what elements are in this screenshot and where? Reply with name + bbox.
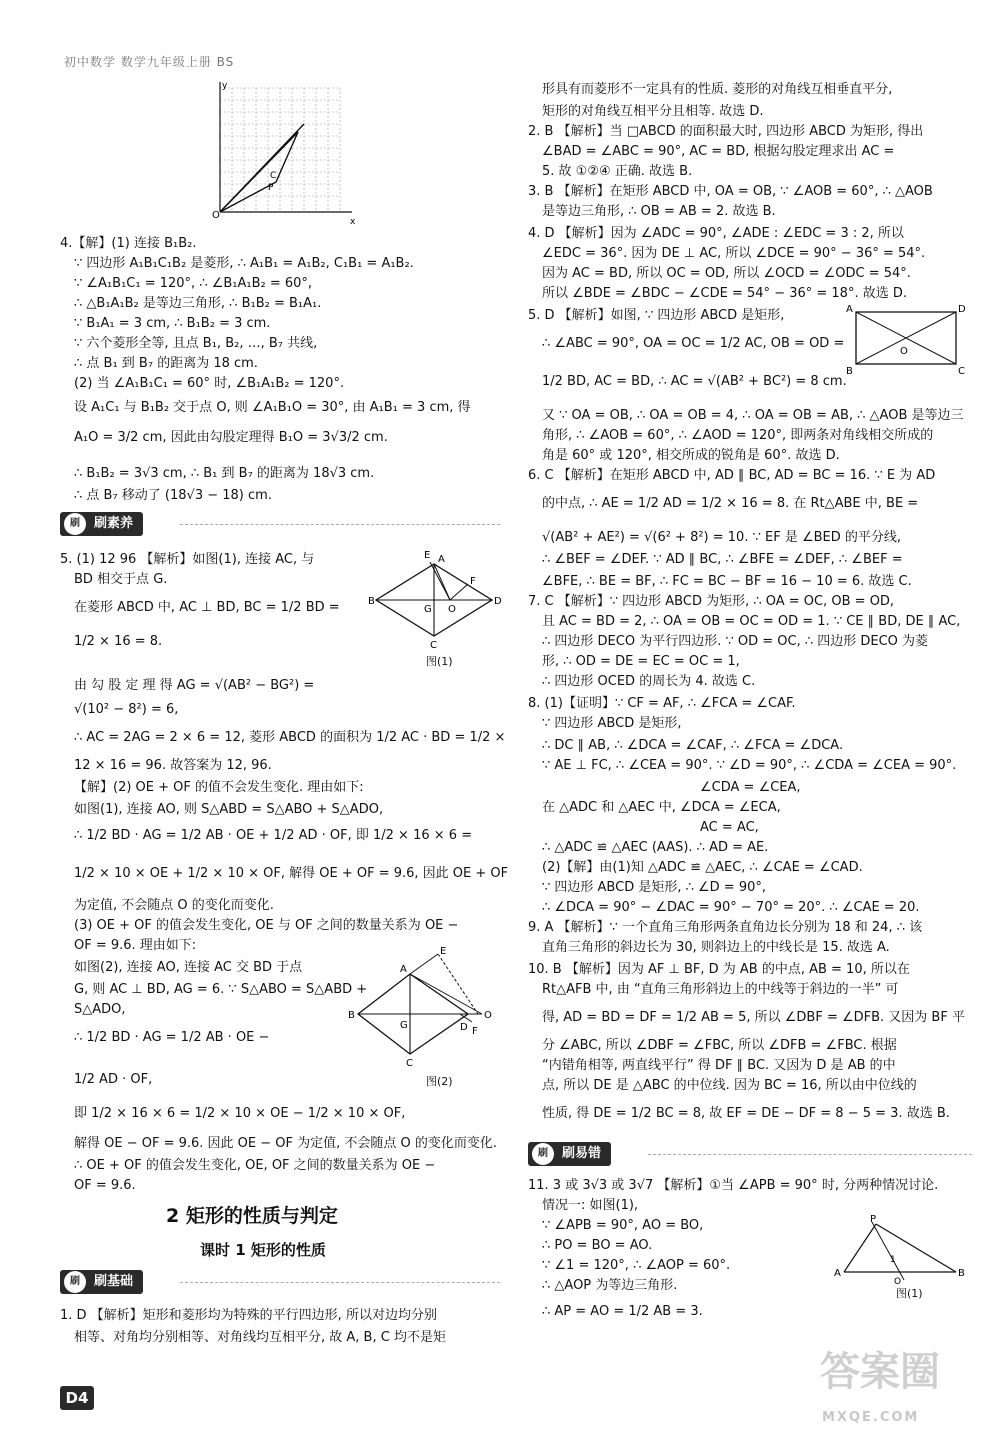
left-line: (3) OE + OF 的值会发生变化, OE 与 OF 之间的数量关系为 OE − [74,918,459,933]
svg-text:E: E [424,550,431,561]
right-line: ∵ ∠1 = 120°, ∴ ∠AOP = 60°. [542,1258,731,1273]
left-line: 在菱形 ABCD 中, AC ⊥ BD, BC = 1/2 BD = [74,600,340,615]
svg-text:D: D [460,1022,468,1033]
right-line: 性质, 得 DE = 1/2 BC = 8, 故 EF = DE − DF = 8 − 5 = 3. 故选 B. [542,1106,950,1121]
badge-label: 刷素养 [94,516,134,531]
right-line: 角形, ∴ ∠AOB = 60°, ∴ ∠AOD = 120°, 即两条对角线相交所成的 [542,428,934,443]
left-line: G, 则 AC ⊥ BD, AG = 6. ∵ S△ABO = S△ABD + [74,982,368,997]
left-line: 为定值, 不会随点 O 的变化而变化. [74,898,274,913]
svg-text:C: C [406,1058,413,1068]
left-line: ∵ 六个菱形全等, 且点 B₁, B₂, …, B₇ 共线, [74,336,318,351]
badge-label: 刷易错 [562,1146,602,1161]
svg-text:D: D [494,596,502,607]
right-line: 的中点, ∴ AE = 1/2 AD = 1/2 × 16 = 8. 在 Rt△ABE 中, BE = [542,496,919,511]
right-line: “内错角相等, 两直线平行” 得 DF ∥ BC. 又因为 D 是 AB 的中 [542,1058,896,1073]
left-line: A₁O = 3/2 cm, 因此由勾股定理得 B₁O = 3√3/2 cm. [74,430,388,445]
brush-icon: 刷 [64,1271,86,1293]
left-line: 由 勾 股 定 理 得 AG = √(AB² − BG²) = [74,678,315,693]
svg-text:A: A [400,964,407,975]
triangle-figure [830,1212,970,1286]
left-line: 相等、对角均分别相等、对角线均互相平分, 故 A, B, C 均不是矩 [74,1330,446,1345]
right-line: ∴ △ADC ≌ △AEC (AAS). ∴ AD = AE. [542,840,769,855]
right-line: 11. 3 或 3√3 或 3√7 【解析】①当 ∠APB = 90° 时, 分两种情况讨论. [528,1178,939,1193]
right-line: 情况一: 如图(1), [542,1198,639,1213]
right-line: Rt△AFB 中, 由 “直角三角形斜边上的中线等于斜边的一半” 可 [542,982,899,997]
right-line: 3. B 【解析】在矩形 ABCD 中, OA = OB, ∵ ∠AOB = 60°, ∴ △AOB [528,184,933,199]
right-line: 7. C 【解析】∵ 四边形 ABCD 为矩形, ∴ OA = OC, OB = OD, [528,594,895,609]
right-line: ∴ 四边形 OCED 的周长为 4. 故选 C. [542,674,756,689]
svg-text:B: B [348,1010,355,1021]
right-line: 2. B 【解析】当 □ABCD 的面积最大时, 四边形 ABCD 为矩形, 得出 [528,124,924,139]
right-line: 点, 所以 DE 是 △ABC 的中位线. 因为 BC = 16, 所以由中位线的 [542,1078,917,1093]
svg-text:O: O [894,1277,902,1286]
left-line: 4.【解】(1) 连接 B₁B₂. [60,236,197,251]
rhombus-figure-2 [348,944,502,1068]
svg-text:A: A [438,554,445,565]
left-line: 即 1/2 × 16 × 6 = 1/2 × 10 × OE − 1/2 × 10 × OF, [74,1106,406,1121]
right-line: ∠BAD = ∠ABC = 90°, AC = BD, 根据勾股定理求出 AC = [542,144,895,159]
figure-caption: 图(1) [896,1287,923,1300]
right-line: 形, ∴ OD = DE = EC = OC = 1, [542,654,740,669]
svg-text:G: G [400,1020,408,1031]
left-line: 12 × 16 = 96. 故答案为 12, 96. [74,758,272,773]
left-line: √(10² − 8²) = 6, [74,702,179,717]
right-line: ∠CDA = ∠CEA, [700,780,801,795]
svg-text:F: F [470,576,476,587]
right-line: ∵ ∠APB = 90°, AO = BO, [542,1218,704,1233]
left-line: 1/2 AD · OF, [74,1072,153,1087]
right-line: ∴ AP = AO = 1/2 AB = 3. [542,1304,703,1319]
brush-icon: 刷 [532,1143,554,1165]
right-line: 5. 故 ①②④ 正确. 故选 B. [542,164,693,179]
right-line: 因为 AC = BD, 所以 OC = OD, 所以 ∠OCD = ∠ODC = 54°. [542,266,911,281]
figure-caption: 图(1) [426,655,453,668]
figure-caption: 图(2) [426,1075,453,1088]
right-line: ∠EDC = 36°. 因为 DE ⊥ AC, 所以 ∠DCE = 90° − 36° = 54°. [542,246,926,261]
left-line: ∴ AC = 2AG = 2 × 6 = 12, 菱形 ABCD 的面积为 1/2 AC · BD = 1/2 × [74,730,506,745]
rectangle-figure [844,300,970,376]
watermark-text: 答案圈 [820,1349,940,1395]
left-line: ∴ OE + OF 的值会发生变化, OE, OF 之间的数量关系为 OE − [74,1158,436,1173]
right-line: ∴ 四边形 DECO 为平行四边形. ∵ OD = OC, ∴ 四边形 DECO 为菱 [542,634,929,649]
right-line: ∵ 四边形 ABCD 是矩形, ∴ ∠D = 90°, [542,880,767,895]
left-line: 如图(2), 连接 AO, 连接 AC 交 BD 于点 [74,960,303,975]
right-line: ∴ ∠BEF = ∠DEF. ∵ AD ∥ BC, ∴ ∠BFE = ∠DEF, ∴ ∠BEF = [542,552,903,567]
svg-text:D: D [958,304,966,315]
left-line: 【解】(2) OE + OF 的值不会发生变化. 理由如下: [74,780,364,795]
left-line: ∴ 点 B₇ 移动了 (18√3 − 18) cm. [74,488,272,503]
left-line: 1/2 × 16 = 8. [74,634,163,649]
right-line: 直角三角形的斜边长为 30, 则斜边上的中线长是 15. 故选 A. [542,940,890,955]
svg-text:A: A [834,1268,841,1279]
left-line: OF = 9.6. [74,1178,136,1193]
right-line: ∴ △AOP 为等边三角形. [542,1278,678,1293]
lesson-title: 课时 1 矩形的性质 [200,1241,326,1259]
right-line: 角是 60° 或 120°, 相交所成的锐角是 60°. 故选 D. [542,448,840,463]
svg-text:P: P [268,183,274,193]
divider [648,1154,972,1155]
right-line: 6. C 【解析】在矩形 ABCD 中, AD ∥ BC, AD = BC = 16. ∵ E 为 AD [528,468,936,483]
svg-text:O: O [448,604,456,615]
watermark-url: MXQE.COM [822,1410,920,1425]
right-line: ∴ DC ∥ AB, ∴ ∠DCA = ∠CAF, ∴ ∠FCA = ∠DCA. [542,738,844,753]
left-line: 设 A₁C₁ 与 B₁B₂ 交于点 O, 则 ∠A₁B₁O = 30°, 由 A₁B₁ = 3 cm, 得 [74,400,471,415]
left-line: ∵ B₁A₁ = 3 cm, ∴ B₁B₂ = 3 cm. [74,316,271,331]
svg-text:1: 1 [890,1255,896,1265]
left-line: ∵ 四边形 A₁B₁C₁B₂ 是菱形, ∴ A₁B₁ = A₁B₂, C₁B₁ = A₁B₂. [74,256,414,271]
svg-text:B: B [958,1268,965,1279]
right-line: ∠BFE, ∴ BE = BF, ∴ FC = BC − BF = 16 − 10 = 6. 故选 C. [542,574,912,589]
right-line: AC = AC, [700,820,759,835]
left-line: ∵ ∠A₁B₁C₁ = 120°, ∴ ∠B₁A₁B₂ = 60°, [74,276,313,291]
svg-text:C: C [270,171,277,181]
left-line: S△ADO, [74,1002,126,1017]
left-line: ∴ B₁B₂ = 3√3 cm, ∴ B₁ 到 B₇ 的距离为 18√3 cm. [74,466,375,481]
left-line: ∴ 1/2 BD · AG = 1/2 AB · OE + 1/2 AD · OF, 即 1/2 × 16 × 6 = [74,828,473,843]
right-line: 分 ∠ABC, 所以 ∠DBF = ∠FBC, 所以 ∠DFB = ∠FBC. 根据 [542,1038,897,1053]
left-line: ∴ 1/2 BD · AG = 1/2 AB · OE − [74,1030,270,1045]
right-line: 所以 ∠BDE = ∠BDC − ∠CDE = 54° − 36° = 18°. 故选 D. [542,286,907,301]
svg-text:F: F [472,1026,478,1037]
left-line: 5. (1) 12 96 【解析】如图(1), 连接 AC, 与 [60,552,315,567]
section-badge-suyang [60,512,143,536]
right-line: 形具有而菱形不一定具有的性质. 菱形的对角线互相垂直平分, [542,82,893,97]
svg-text:B: B [846,366,853,376]
right-line: ∵ 四边形 ABCD 是矩形, [542,716,682,731]
left-line: 1. D 【解析】矩形和菱形均为特殊的平行四边形, 所以对边均分别 [60,1308,437,1323]
right-line: 8. (1)【证明】∵ CF = AF, ∴ ∠FCA = ∠CAF. [528,696,796,711]
right-line: 5. D 【解析】如图, ∵ 四边形 ABCD 是矩形, [528,308,785,323]
left-line: ∴ △B₁A₁B₂ 是等边三角形, ∴ B₁B₂ = B₁A₁. [74,296,322,311]
right-line: √(AB² + AE²) = √(6² + 8²) = 10. ∵ EF 是 ∠BED 的平分线, [542,530,902,545]
divider [180,1282,500,1283]
left-line: BD 相交于点 G. [74,572,168,587]
svg-text:A: A [846,304,853,315]
right-line: ∵ AE ⊥ FC, ∴ ∠CEA = 90°. ∵ ∠D = 90°, ∴ ∠CDA = ∠CEA = 90°. [542,758,957,773]
svg-text:B: B [368,596,375,607]
left-line: OF = 9.6. 理由如下: [74,938,197,953]
section-badge-yicuo [528,1142,611,1166]
left-line: 1/2 × 10 × OE + 1/2 × 10 × OF, 解得 OE + OF = 9.6, 因此 OE + OF [74,866,509,881]
right-line: 10. B 【解析】因为 AF ⊥ BF, D 为 AB 的中点, AB = 10, 所以在 [528,962,910,977]
watermark-logo [820,1349,970,1425]
svg-text:O: O [212,210,220,221]
svg-text:C: C [958,366,965,376]
section-badge-jichu [60,1270,143,1294]
right-line: (2)【解】由(1)知 △ADC ≌ △AEC, ∴ ∠CAE = ∠CAD. [542,860,863,875]
brush-icon: 刷 [64,513,86,535]
svg-text:x: x [350,217,356,227]
right-line: ∴ ∠DCA = 90° − ∠DAC = 90° − 70° = 20°. ∴ ∠CAE = 20. [542,900,920,915]
page-header: 初中数学 数学九年级上册 BS [64,55,235,69]
right-line: ∴ PO = BO = AO. [542,1238,653,1253]
left-line: ∴ 点 B₁ 到 B₇ 的距离为 18 cm. [74,356,258,371]
svg-text:C: C [430,640,437,651]
right-line: 是等边三角形, ∴ OB = AB = 2. 故选 B. [542,204,776,219]
right-line: 得, AD = BD = DF = 1/2 AB = 5, 所以 ∠DBF = ∠DFB. 又因为 BF 平 [542,1010,965,1025]
right-line: 1/2 BD, AC = BD, ∴ AC = √(AB² + BC²) = 8 cm. [542,374,847,389]
page-number: D4 [60,1386,94,1410]
svg-text:O: O [484,1010,492,1021]
section-title: 2 矩形的性质与判定 [166,1205,338,1227]
left-line: 如图(1), 连接 AO, 则 S△ABD = S△ABO + S△ADO, [74,802,384,817]
right-line: 4. D 【解析】因为 ∠ADC = 90°, ∠ADE : ∠EDC = 3 : 2, 所以 [528,226,904,241]
right-line: 矩形的对角线互相平分且相等. 故选 D. [542,104,764,119]
left-line: 解得 OE − OF = 9.6. 因此 OE − OF 为定值, 不会随点 O 的变化而变化. [74,1136,498,1151]
divider [180,524,500,525]
left-line: (2) 当 ∠A₁B₁C₁ = 60° 时, ∠B₁A₁B₂ = 120°. [74,376,345,391]
rhombus-figure-1 [368,544,502,652]
right-line: ∴ ∠ABC = 90°, OA = OC = 1/2 AC, OB = OD = [542,336,845,351]
right-line: 在 △ADC 和 △AEC 中, ∠DCA = ∠ECA, [542,800,781,815]
svg-text:P: P [870,1214,877,1225]
svg-text:E: E [440,946,447,957]
svg-text:G: G [424,604,432,615]
right-line: 9. A 【解析】∵ 一个直角三角形两条直角边长分别为 18 和 24, ∴ 该 [528,920,923,935]
badge-label: 刷基础 [94,1274,134,1289]
right-line: 又 ∵ OA = OB, ∴ OA = OB = 4, ∴ OA = OB = AB, ∴ △AOB 是等边三 [542,408,964,423]
svg-text:y: y [222,81,228,91]
right-line: 且 AC = BD = 2, ∴ OA = OB = OC = OD = 1. ∵ CE ∥ BD, DE ∥ AC, [542,614,961,629]
grid-figure [210,78,410,228]
svg-text:O: O [900,346,908,357]
